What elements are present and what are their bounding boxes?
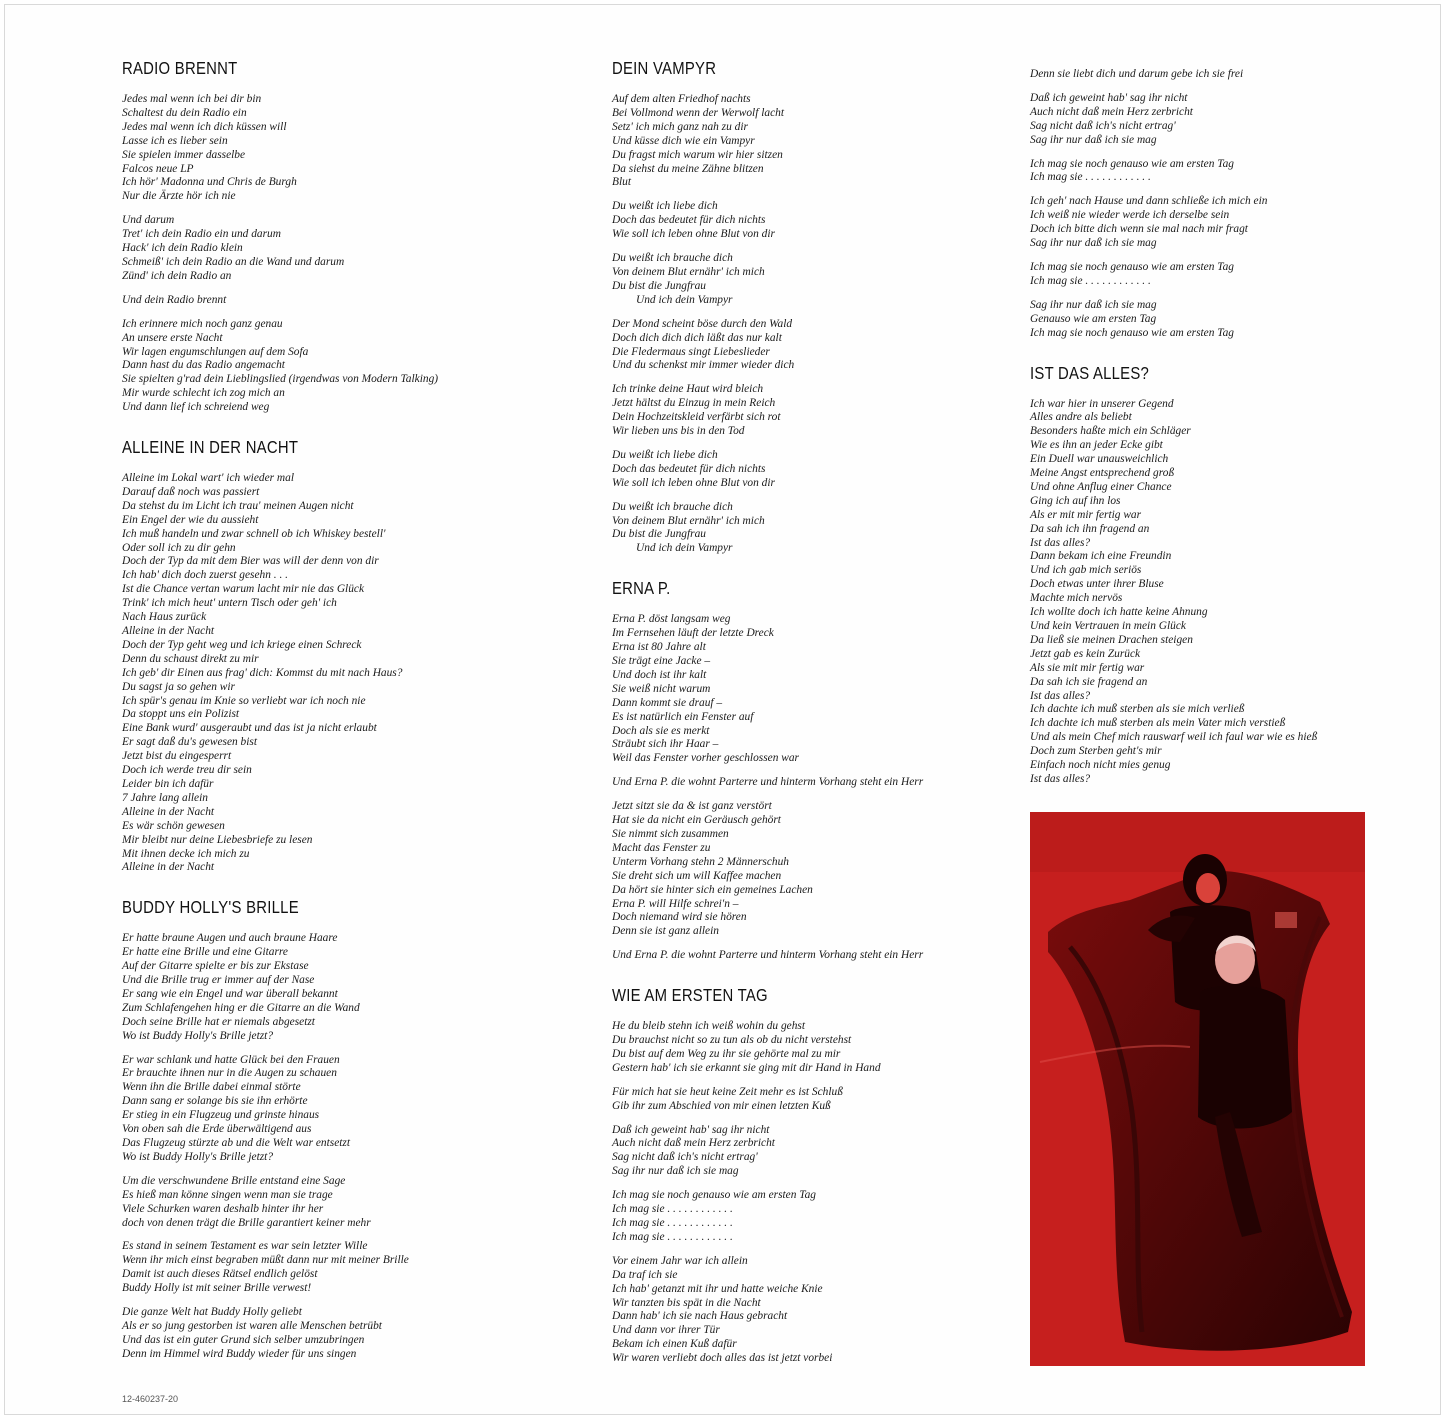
lyric-line: Und das ist ein guter Grund sich selber umzubringen — [122, 1333, 365, 1346]
lyric-line: Ein Duell war unausweichlich — [1030, 453, 1169, 466]
lyric-line: Sie trägt eine Jacke – — [612, 655, 711, 667]
lyric-line: Hat sie da nicht ein Geräusch gehört — [612, 814, 781, 827]
lyric-line: Auch nicht daß mein Herz zerbricht — [1030, 105, 1193, 118]
lyrics — [1030, 68, 1400, 341]
lyric-line: Und du schenkst mir immer wieder dich — [612, 359, 795, 372]
lyric-line: Machte mich nervös — [1030, 592, 1123, 605]
lyrics — [1030, 398, 1400, 787]
lyric-line: Doch der Typ da mit dem Bier was will der denn von dir — [122, 555, 379, 568]
lyric-line: Ich dachte ich muß sterben als mein Vater mich verstieß — [1030, 717, 1286, 730]
lyric-line: Dann kommt sie drauf – — [612, 696, 723, 709]
stanza — [1030, 398, 1400, 787]
lyric-line: Wo ist Buddy Holly's Brille jetzt? — [122, 1029, 274, 1042]
lyric-line: Sag ihr nur daß ich sie mag — [1030, 237, 1157, 250]
lyric-line: Jetzt sitzt sie da & ist ganz verstört — [612, 800, 772, 813]
lyric-line: Da stoppt uns ein Polizist — [122, 708, 240, 721]
lyric-line: Viele Schurken waren deshalb hinter ihr her — [122, 1202, 324, 1215]
stanza — [612, 776, 1012, 790]
lyric-line: Tret' ich dein Radio ein und darum — [122, 228, 281, 241]
lyric-line: Und dein Radio brennt — [122, 293, 227, 306]
lyric-line: Es ist natürlich ein Fenster auf — [612, 710, 754, 723]
lyric-line: Sie nimmt sich zusammen — [612, 827, 729, 840]
lyric-line: Mit ihnen decke ich mich zu — [122, 847, 250, 860]
lyric-line: Buddy Holly ist mit seiner Brille verwest! — [122, 1282, 312, 1295]
song-alleine-in-der-nacht — [122, 437, 502, 875]
lyric-line: Setz' ich mich ganz nah zu dir — [612, 120, 748, 133]
lyric-line: Ich geb' dir Einen aus frag' dich: Kommst du mit nach Haus? — [122, 666, 403, 679]
stanza — [122, 318, 502, 415]
lyric-line: Und kein Vertrauen in mein Glück — [1030, 620, 1186, 632]
lyric-line: Für mich hat sie heut keine Zeit mehr es ist Schluß — [612, 1085, 843, 1098]
lyric-line: Dann hab' ich sie nach Haus gebracht — [612, 1310, 788, 1323]
lyric-line: Schaltest du dein Radio ein — [122, 106, 247, 119]
lyric-line: Es wär schön gewesen — [122, 819, 225, 832]
lyric-line: Und die Brille trug er immer auf der Nase — [122, 974, 315, 987]
lyric-line: Wo ist Buddy Holly's Brille jetzt? — [122, 1150, 274, 1163]
lyric-line: Bei Vollmond wenn der Werwolf lacht — [612, 106, 785, 119]
lyric-line: Lasse ich es lieber sein — [122, 134, 228, 147]
song-erna-p — [612, 578, 1012, 963]
lyric-line: Er hatte braune Augen und auch braune Haare — [122, 932, 338, 945]
lyric-line: Nur die Ärzte hör ich nie — [122, 190, 236, 203]
stanza — [612, 252, 1012, 308]
lyric-line: Im Fernsehen läuft der letzte Dreck — [612, 627, 774, 640]
stanza — [612, 1189, 1012, 1245]
lyric-line: Ich mag sie . . . . . . . . . . . . — [612, 1217, 733, 1229]
lyric-line: Da traf ich sie — [612, 1268, 678, 1281]
lyric-line: Leider bin ich dafür — [122, 777, 214, 790]
lyric-line: Wie es ihn an jeder Ecke gibt — [1030, 439, 1163, 452]
lyric-line: Da ließ sie meinen Drachen steigen — [1030, 633, 1193, 646]
lyric-line: Falcos neue LP — [122, 162, 194, 175]
stanza — [122, 472, 502, 875]
lyric-line: Ich mag sie . . . . . . . . . . . . — [612, 1230, 733, 1243]
lyric-line: Und ich gab mich seriös — [1030, 564, 1142, 577]
lyric-line: Sag nicht daß ich's nicht ertrag' — [1030, 119, 1176, 132]
lyric-line: Vor einem Jahr war ich allein — [612, 1254, 748, 1267]
lyric-line: Sag ihr nur daß ich sie mag — [612, 1165, 739, 1178]
lyric-line: Doch als sie es merkt — [612, 724, 710, 737]
lyric-line: Ich erinnere mich noch ganz genau — [122, 317, 283, 330]
lyric-line: Bekam ich einen Kuß dafür — [612, 1338, 737, 1351]
stanza — [612, 501, 1012, 557]
lyric-line: Dein Hochzeitskleid verfärbt sich rot — [612, 411, 781, 424]
lyric-line: Blut — [612, 176, 631, 189]
lyric-line: 7 Jahre lang allein — [122, 791, 208, 804]
band-photo — [1030, 812, 1365, 1366]
lyric-line: Auch nicht daß mein Herz zerbricht — [612, 1137, 775, 1150]
lyric-line: Wenn ihr mich einst begraben müßt dann nur mit meiner Brille — [122, 1254, 409, 1267]
stanza — [122, 93, 502, 204]
lyric-line: Dann sang er solange bis sie ihn erhörte — [122, 1095, 308, 1108]
lyric-line: Wie soll ich leben ohne Blut von dir — [612, 228, 775, 241]
lyric-line: Weil das Fenster vorher geschlossen war — [612, 752, 799, 765]
lyrics — [612, 613, 1012, 963]
lyric-line: Ist das alles? — [1030, 772, 1091, 785]
lyric-line: Ich mag sie noch genauso wie am ersten Tag — [1030, 326, 1234, 339]
lyric-line: Denn du schaust direkt zu mir — [122, 652, 259, 665]
lyric-line: Du bist die Jungfrau — [612, 528, 706, 541]
lyric-line: Er war schlank und hatte Glück bei den Frauen — [122, 1053, 340, 1066]
lyric-line: Ich spür's genau im Knie so verliebt war ich noch nie — [122, 694, 366, 707]
stanza — [612, 93, 1012, 190]
song-title: ERNA P. — [612, 578, 671, 599]
lyric-line: Sag ihr nur daß ich sie mag — [1030, 298, 1157, 311]
lyric-line: Ging ich auf ihn los — [1030, 494, 1121, 507]
lyric-line: Eine Bank wurd' ausgeraubt und das ist ja nicht erlaubt — [122, 722, 377, 735]
lyric-line: Als er so jung gestorben ist waren alle Menschen betrübt — [122, 1319, 382, 1332]
lyric-line: Darauf daß noch was passiert — [122, 485, 260, 498]
lyric-line: Zünd' ich dein Radio an — [122, 269, 232, 282]
lyric-line: Wir tanzten bis spät in die Nacht — [612, 1296, 761, 1309]
lyric-line: Ich muß handeln und zwar schnell ob ich Whiskey bestell' — [122, 527, 386, 540]
lyric-line: Denn sie liebt dich und darum gebe ich sie frei — [1030, 68, 1244, 80]
lyrics — [122, 93, 502, 415]
lyric-line: Da sah ich ihn fragend an — [1030, 522, 1150, 535]
lyric-line: Damit ist auch dieses Rätsel endlich gelöst — [122, 1268, 318, 1281]
lyric-line: Doch niemand wird sie hören — [612, 911, 747, 924]
lyric-line: Oder soll ich zu dir gehn — [122, 541, 236, 554]
lyric-line: Ich dachte ich muß sterben als sie mich verließ — [1030, 703, 1245, 716]
lyric-line: Du sagst ja so gehen wir — [122, 680, 235, 693]
lyric-line: Doch ich werde treu dir sein — [122, 764, 252, 777]
lyric-line: Nach Haus zurück — [122, 611, 207, 624]
lyric-line: Um die verschwundene Brille entstand eine Sage — [122, 1174, 346, 1187]
lyric-line: Und doch ist ihr kalt — [612, 668, 707, 681]
lyric-line: Die ganze Welt hat Buddy Holly geliebt — [122, 1306, 302, 1319]
lyric-line: Doch ich bitte dich wenn sie mal nach mir fragt — [1030, 223, 1248, 236]
lyric-line: Auf dem alten Friedhof nachts — [612, 93, 751, 105]
lyric-line: Ist das alles? — [1030, 536, 1091, 549]
stanza — [1030, 195, 1400, 251]
lyric-line: Der Mond scheint böse durch den Wald — [612, 317, 793, 330]
lyric-line: Ich hör' Madonna und Chris de Burgh — [122, 176, 297, 189]
stanza — [1030, 299, 1400, 341]
lyric-line: Sträubt sich ihr Haar – — [612, 738, 719, 751]
lyric-line: Dann hast du das Radio angemacht — [122, 359, 285, 372]
lyric-line: Von oben sah die Erde überwältigend aus — [122, 1123, 312, 1136]
stanza — [122, 214, 502, 284]
lyric-line: Du weißt ich brauche dich — [612, 252, 733, 265]
lyric-line: Ich mag sie . . . . . . . . . . . . — [1030, 274, 1151, 287]
lyric-line: Jedes mal wenn ich dich küssen will — [122, 120, 287, 133]
lyric-line: Wenn ihn die Brille dabei einmal störte — [122, 1081, 301, 1094]
lyric-line: Alleine im Lokal wart' ich wieder mal — [122, 472, 295, 485]
lyric-line: Mir wurde schlecht ich zog mich an — [122, 387, 285, 400]
lyric-line: Alles andre als beliebt — [1030, 411, 1132, 424]
song-wie-am-ersten-tag-continued — [1030, 68, 1400, 341]
lyrics — [612, 1020, 1012, 1366]
lyric-line: doch von denen trägt die Brille garantiert keiner mehr — [122, 1216, 371, 1229]
lyric-line: Genauso wie am ersten Tag — [1030, 312, 1157, 325]
lyric-line: Denn im Himmel wird Buddy wieder für uns singen — [122, 1347, 357, 1360]
lyric-line: Macht das Fenster zu — [612, 841, 711, 854]
lyric-line: Und darum — [122, 214, 175, 227]
lyric-line: Ist das alles? — [1030, 689, 1091, 702]
lyric-line: Besonders haßte mich ein Schläger — [1030, 425, 1191, 438]
lyric-line: Du brauchst nicht so zu tun als ob du nicht verstehst — [612, 1034, 852, 1047]
stanza — [612, 800, 1012, 939]
lyric-line: Als sie mit mir fertig war — [1030, 661, 1145, 674]
lyric-line: Von deinem Blut ernähr' ich mich — [612, 514, 765, 527]
song-ist-das-alles — [1030, 363, 1400, 787]
lyric-line: Es stand in seinem Testament es war sein letzter Wille — [122, 1240, 368, 1253]
lyric-line: Erna ist 80 Jahre alt — [612, 641, 706, 654]
column-right — [1030, 68, 1400, 809]
stanza — [612, 949, 1012, 963]
column-middle — [612, 58, 1012, 1388]
lyric-line: Er sang wie ein Engel und war überall bekannt — [122, 987, 338, 1000]
lyric-line: Ich weiß nie wieder werde ich derselbe sein — [1030, 209, 1230, 222]
lyric-line: Wir lieben uns bis in den Tod — [612, 425, 745, 438]
lyric-line: Wir waren verliebt doch alles das ist jetzt vorbei — [612, 1352, 833, 1365]
song-dein-vampyr — [612, 58, 1012, 556]
lyric-line: Hack' ich dein Radio klein — [122, 242, 243, 255]
lyric-line: Ich mag sie noch genauso wie am ersten Tag — [1030, 260, 1234, 273]
lyrics — [612, 93, 1012, 556]
lyric-line: An unsere erste Nacht — [122, 331, 223, 344]
lyric-line: Doch der Typ geht weg und ich kriege einen Schreck — [122, 638, 362, 651]
lyric-line: Ich wollte doch ich hatte keine Ahnung — [1030, 606, 1208, 619]
lyric-line: Doch etwas unter ihrer Bluse — [1030, 578, 1164, 591]
catalog-number: 12-460237-20 — [122, 1394, 179, 1404]
lyric-line: Ich hab' getanzt mit ihr und hatte weiche Knie — [612, 1282, 823, 1295]
lyric-line: Da siehst du meine Zähne blitzen — [612, 162, 764, 175]
lyric-line: Du weißt ich liebe dich — [612, 448, 718, 461]
lyric-line: Ich trinke deine Haut wird bleich — [612, 383, 764, 396]
lyric-line: Gestern hab' ich sie erkannt sie ging mit dir Hand in Hand — [612, 1061, 881, 1074]
song-wie-am-ersten-tag — [612, 985, 1012, 1366]
lyric-line: Ich geh' nach Hause und dann schließe ich mich ein — [1030, 195, 1268, 208]
lyric-line: Doch das bedeutet für dich nichts — [612, 214, 766, 227]
lyric-line: Und Erna P. die wohnt Parterre und hinterm Vorhang steht ein Herr — [612, 776, 924, 789]
lyric-line: Meine Angst entsprechend groß — [1030, 467, 1175, 480]
song-title: BUDDY HOLLY'S BRILLE — [122, 897, 299, 918]
lyric-line: Trink' ich mich heut' untern Tisch oder geh' ich — [122, 597, 337, 610]
lyric-line: Ich hab' dich doch zuerst gesehn . . . — [122, 569, 288, 582]
lyric-line-indented: Und ich dein Vampyr — [636, 542, 733, 555]
lyric-line: Daß ich geweint hab' sag ihr nicht — [1030, 91, 1188, 104]
lyric-line: Du weißt ich brauche dich — [612, 500, 733, 513]
lyric-line: Jedes mal wenn ich bei dir bin — [122, 93, 262, 105]
lyric-line: Doch seine Brille hat er niemals abgesetzt — [122, 1015, 315, 1028]
lyric-line: Die Fledermaus singt Liebeslieder — [612, 345, 770, 358]
lyric-line: He du bleib stehn ich weiß wohin du gehst — [612, 1020, 805, 1033]
lyric-line: Auf der Gitarre spielte er bis zur Ekstase — [122, 960, 309, 973]
lyric-line: Und küsse dich wie ein Vampyr — [612, 134, 755, 147]
lyric-line: Doch dich dich dich läßt das nur kalt — [612, 331, 782, 344]
lyric-line: Jetzt gab es kein Zurück — [1030, 647, 1141, 660]
stanza — [612, 613, 1012, 766]
lyric-line: Ich mag sie . . . . . . . . . . . . — [612, 1203, 733, 1216]
lyric-line: Wir lagen engumschlungen auf dem Sofa — [122, 345, 309, 358]
lyric-line: Ich war hier in unserer Gegend — [1030, 397, 1174, 410]
lyric-line: Doch das bedeutet für dich nichts — [612, 462, 766, 475]
lyric-line: Dann bekam ich eine Freundin — [1030, 550, 1172, 563]
stanza — [122, 1175, 502, 1231]
stanza — [122, 294, 502, 308]
song-title: ALLEINE IN DER NACHT — [122, 437, 299, 458]
column-left — [122, 58, 502, 1384]
lyric-line: Einfach noch nicht mies genug — [1030, 759, 1171, 772]
lyric-line: Unterm Vorhang stehn 2 Männerschuh — [612, 855, 789, 868]
song-title: WIE AM ERSTEN TAG — [612, 985, 768, 1006]
lyric-line: Er sagt daß du's gewesen bist — [122, 736, 258, 749]
song-title: IST DAS ALLES? — [1030, 362, 1150, 383]
stanza — [612, 449, 1012, 491]
lyric-line: Es hieß man könne singen wenn man sie trage — [122, 1188, 333, 1201]
lyric-line: Und dann vor ihrer Tür — [612, 1324, 720, 1337]
lyric-line: Sag nicht daß ich's nicht ertrag' — [612, 1151, 758, 1164]
stanza — [612, 1255, 1012, 1366]
lyric-line: Ich mag sie . . . . . . . . . . . . — [1030, 171, 1151, 184]
lyric-line: Da sah ich sie fragend an — [1030, 675, 1148, 688]
stanza — [612, 200, 1012, 242]
lyric-line: Daß ich geweint hab' sag ihr nicht — [612, 1123, 770, 1136]
lyric-line: Und ohne Anflug einer Chance — [1030, 480, 1172, 493]
lyric-line: Jetzt hältst du Einzug in mein Reich — [612, 397, 776, 410]
stanza — [1030, 92, 1400, 148]
lyric-line: Du weißt ich liebe dich — [612, 200, 718, 213]
lyric-line: Jetzt bist du eingesperrt — [122, 750, 232, 763]
lyric-line: Du fragst mich warum wir hier sitzen — [612, 148, 783, 161]
lyric-line: Da hört sie hinter sich ein gemeines Lachen — [612, 883, 813, 896]
lyric-line: Gib ihr zum Abschied von mir einen letzten Kuß — [612, 1099, 831, 1112]
lyric-line: Sie dreht sich um will Kaffee machen — [612, 869, 782, 882]
stanza — [612, 1124, 1012, 1180]
lyric-line: Und Erna P. die wohnt Parterre und hinterm Vorhang steht ein Herr — [612, 949, 924, 962]
stanza — [122, 1306, 502, 1362]
lyric-line: Denn sie ist ganz allein — [612, 925, 719, 938]
song-buddy-hollys-brille — [122, 897, 502, 1361]
lyric-line: Ein Engel der wie du aussieht — [122, 513, 259, 526]
lyric-line: Und dann lief ich schreiend weg — [122, 401, 270, 414]
lyric-line: Alleine in der Nacht — [122, 805, 215, 818]
stanza — [612, 1020, 1012, 1076]
lyric-line: Sag ihr nur daß ich sie mag — [1030, 133, 1157, 146]
stanza — [122, 1240, 502, 1296]
lyrics — [122, 472, 502, 875]
stanza — [612, 1086, 1012, 1114]
lyric-line-indented: Und ich dein Vampyr — [636, 293, 733, 306]
song-title: DEIN VAMPYR — [612, 58, 717, 78]
lyric-line: Ich mag sie noch genauso wie am ersten Tag — [1030, 157, 1234, 170]
lyric-line: Du bist die Jungfrau — [612, 279, 706, 292]
band-photo-illustration — [1030, 812, 1365, 1366]
lyric-line: Mir bleibt nur deine Liebesbriefe zu lesen — [122, 833, 313, 846]
lyric-line: Erna P. döst langsam weg — [612, 613, 731, 626]
lyric-line: Als er mit mir fertig war — [1030, 508, 1142, 521]
stanza — [1030, 68, 1400, 82]
stanza — [1030, 261, 1400, 289]
lyric-line: Und als mein Chef mich rauswarf weil ich faul war wie es hieß — [1030, 731, 1318, 744]
lyric-line: Er brauchte ihnen nur in die Augen zu schauen — [122, 1067, 337, 1080]
lyric-line: Erna P. will Hilfe schrei'n – — [612, 897, 739, 910]
stanza — [612, 318, 1012, 374]
lyric-line: Doch zum Sterben geht's mir — [1030, 745, 1162, 758]
lyric-line: Sie weiß nicht warum — [612, 682, 711, 695]
lyric-line: Ist die Chance vertan warum lacht mir nie das Glück — [122, 583, 365, 596]
lyric-line: Das Flugzeug stürzte ab und die Welt war entsetzt — [122, 1137, 351, 1149]
stanza — [122, 1054, 502, 1165]
lyric-line: Wie soll ich leben ohne Blut von dir — [612, 476, 775, 489]
lyric-line: Schmeiß' ich dein Radio an die Wand und darum — [122, 255, 345, 268]
lyric-line: Alleine in der Nacht — [122, 625, 215, 637]
stanza — [1030, 158, 1400, 186]
lyric-line: Sie spielen immer dasselbe — [122, 148, 246, 161]
lyric-line: Zum Schlafengehen hing er die Gitarre an die Wand — [122, 1001, 360, 1014]
song-title: RADIO BRENNT — [122, 58, 238, 78]
lyric-line: Alleine in der Nacht — [122, 861, 215, 874]
lyrics — [122, 932, 502, 1361]
lyric-line: Da stehst du im Licht ich trau' meinen Augen nicht — [122, 499, 354, 512]
stanza — [612, 383, 1012, 439]
lyric-line: Er stieg in ein Flugzeug und grinste hinaus — [122, 1109, 320, 1122]
stanza — [122, 932, 502, 1043]
lyric-line: Du bist auf dem Weg zu ihr sie gehörte mal zu mir — [612, 1047, 841, 1060]
lyric-line: Er hatte eine Brille und eine Gitarre — [122, 946, 288, 959]
song-radio-brennt — [122, 58, 502, 415]
lyric-line: Sie spielten g'rad dein Lieblingslied (irgendwas von Modern Talking) — [122, 373, 439, 386]
lyric-line: Von deinem Blut ernähr' ich mich — [612, 265, 765, 278]
lyric-line: Ich mag sie noch genauso wie am ersten Tag — [612, 1189, 816, 1202]
